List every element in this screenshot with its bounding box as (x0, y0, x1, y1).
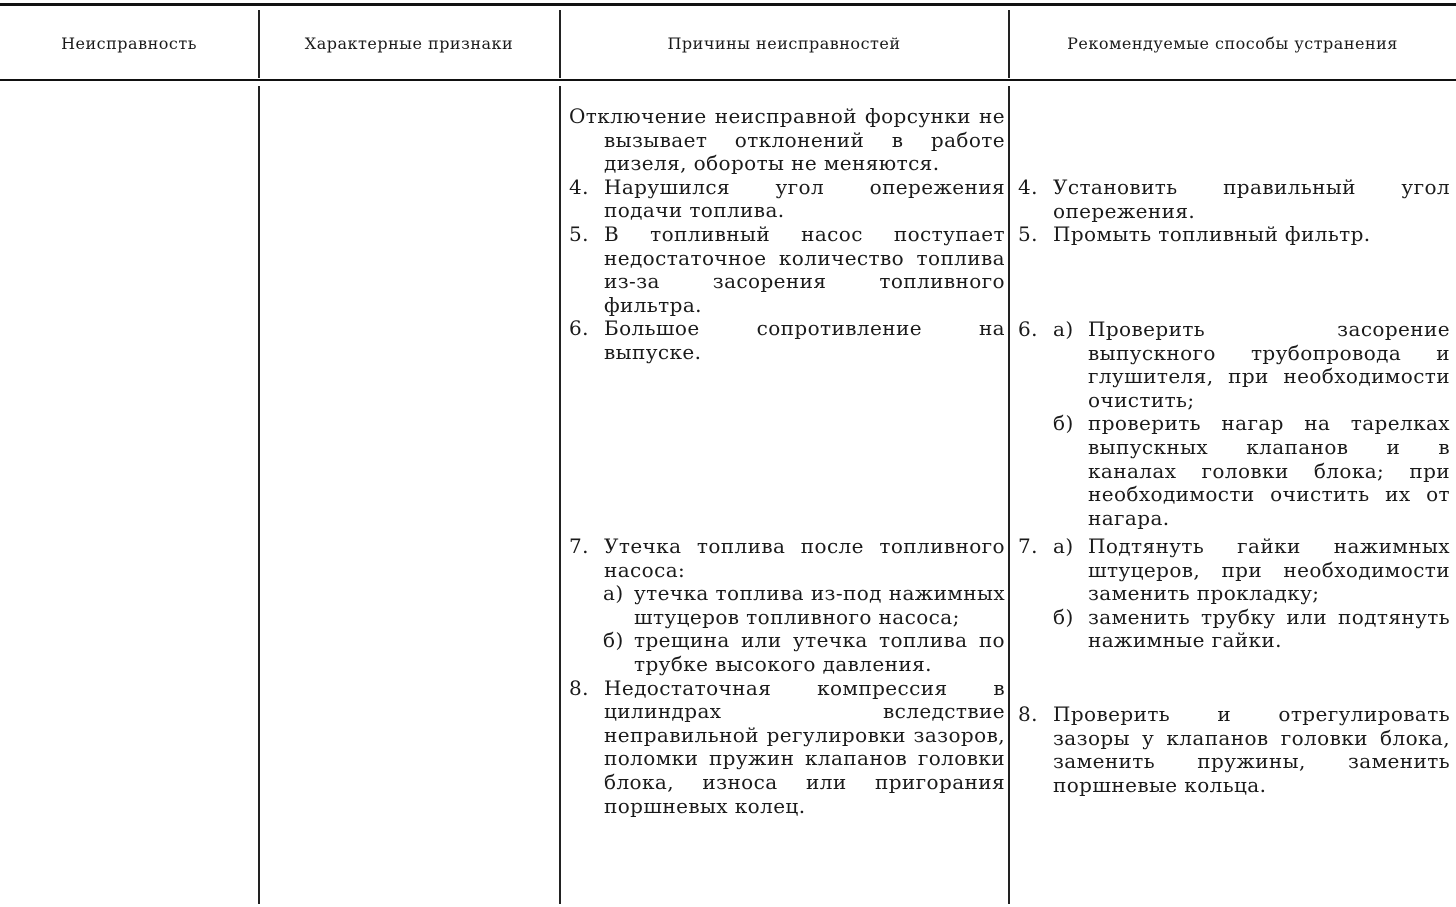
header-causes: Причины неисправностей (667, 34, 901, 53)
header-symptoms: Характерные признаки (304, 34, 514, 53)
cause-sub-text: трещина или утечка топлива по трубке высокого давления. (634, 628, 1005, 676)
header-remedies: Рекомендуемые способы устранения (1067, 34, 1398, 53)
cause-number: 7. (569, 534, 589, 558)
remedies-column-6 (1018, 318, 1450, 530)
cause-text: Нарушился угол опережения подачи топлива. (604, 174, 1005, 223)
column-divider (1008, 86, 1010, 904)
remedy-sub-text: Подтянуть гайки нажимных штуцеров, при необходимости заменить прокладку; (1088, 534, 1450, 606)
remedy-number: 5. (1018, 222, 1038, 247)
cause-text: Большое сопротивление на выпуске. (604, 316, 1005, 364)
column-divider (559, 86, 561, 904)
remedy-sub-label: а) (1053, 317, 1074, 341)
causes-column-lower (569, 535, 1005, 818)
remedy-sub-label: б) (1053, 411, 1074, 436)
remedy-sub-text: заменить трубку или подтянуть нажимные гайки. (1088, 604, 1450, 653)
cause-item-7a (569, 582, 1005, 629)
cause-item-7 (569, 535, 1005, 582)
remedy-number: 7. (1018, 534, 1038, 558)
remedy-text: Промыть топливный фильтр. (1053, 222, 1371, 247)
cause-number: 5. (569, 221, 589, 246)
cause-item-5 (569, 223, 1005, 317)
remedy-text: Установить правильный угол опережения. (1053, 175, 1450, 223)
remedy-text: Проверить и отрегулировать зазоры у клапанов головки блока, заменить пружины, заменить поршневые кольца. (1053, 702, 1450, 797)
causes-column (569, 105, 1005, 365)
cause-item-4 (569, 176, 1005, 223)
remedy-item-7b (1018, 606, 1450, 653)
cause-number: 6. (569, 316, 589, 341)
cause-sub-label: б) (603, 628, 624, 653)
cause-number: 8. (569, 675, 589, 700)
remedy-sub-label: б) (1053, 604, 1074, 629)
cause-item-7b (569, 629, 1005, 676)
remedies-column-7 (1018, 535, 1450, 653)
remedies-column-8 (1018, 703, 1450, 797)
cause-intro: Отключение неисправной форсунки не вызывает отклонений в работе дизеля, обороты не меняются. (569, 104, 1005, 176)
remedy-sub-text: проверить нагар на тарелках выпускных клапанов и в каналах головки блока; при необходимости очистить их от нагара. (1088, 411, 1450, 530)
cause-text: В топливный насос поступает недостаточное количество топлива из-за засорения топливного фильтра. (604, 221, 1005, 317)
remedy-item-6b (1018, 412, 1450, 530)
remedy-sub-label: а) (1053, 534, 1074, 558)
header-fault: Неисправность (61, 34, 197, 53)
table-top-rule (0, 3, 1456, 6)
remedy-item-4 (1018, 176, 1450, 223)
remedy-item-8 (1018, 703, 1450, 797)
cause-item-6 (569, 317, 1005, 364)
remedy-number: 6. (1018, 317, 1038, 341)
remedy-number: 4. (1018, 175, 1038, 199)
cause-sub-text: утечка топлива из-под нажимных штуцеров топливного насоса; (634, 581, 1005, 629)
remedy-sub-text: Проверить засорение выпускного трубопровода и глушителя, при необходимости очистить; (1088, 317, 1450, 412)
cause-text: Недостаточная компрессия в цилиндрах вследствие неправильной регулировки зазоров, поломки пружин клапанов головки блока, износа или пригорания поршневых колец. (604, 675, 1005, 818)
cause-item-8 (569, 677, 1005, 819)
remedies-column (1018, 176, 1450, 247)
cause-text: Утечка топлива после топливного насоса: (604, 534, 1005, 582)
remedy-item-7a (1018, 535, 1450, 606)
header-bottom-rule (0, 79, 1456, 81)
remedy-item-5 (1018, 223, 1450, 247)
column-divider (258, 86, 260, 904)
cause-number: 4. (569, 174, 589, 199)
remedy-item-6a (1018, 318, 1450, 412)
cause-sub-label: а) (603, 581, 624, 606)
remedy-number: 8. (1018, 702, 1038, 726)
